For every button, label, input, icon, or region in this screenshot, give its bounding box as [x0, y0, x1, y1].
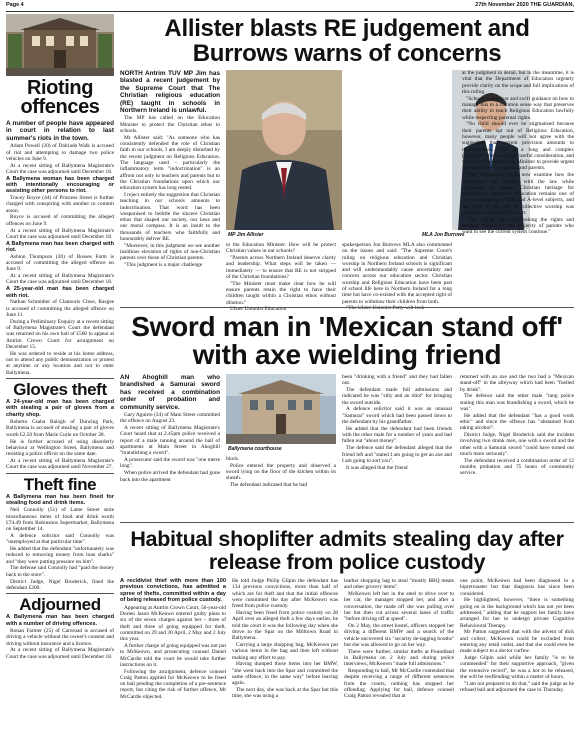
court-briefs-column: [6, 14, 114, 737]
shoplifter-para: leather shopping bag to steal "mostly BBQ meats and other grocery items".: [344, 578, 454, 591]
allister-para: "No child should ever be stigmatised because their parents opt out of Religious Education, however, many people will not agree with the suggestion that current provision amounts to indoctrination. This is a long and complex judgment which requires careful consideration, and we expect the Education Minister to provide urgent interim clarity for schools and parents.: [462, 121, 574, 172]
sword-para: Gary Aguirre (34) of Main Street committed the offence on August 23.: [120, 412, 220, 425]
section-divider: [6, 378, 114, 379]
shoplifter-para: A further charge of going equipped was not put to McKeown, and prosecuting counsel Daniel McCardie told the court he would take further instructions on it.: [120, 642, 226, 668]
section-divider: [6, 593, 114, 594]
sword-para: block.: [226, 456, 240, 462]
adjourned-para: At a recent sitting of Ballymena Magistrate's Court the case was adjourned until December 18.: [6, 647, 114, 660]
allister-para: "This judgment is a major challenge: [124, 262, 203, 269]
shoplifter-headline: Habitual shoplifter admits stealing day after release from police custody: [130, 527, 564, 574]
shoplifter-para: The next day, she was back at the Spar but this time, she was using a: [232, 687, 338, 700]
allister-para: The MP has called on the Education Minister to protect the Christian ethos in schools.: [120, 115, 220, 135]
courthouse-thumbnail-illustration: [6, 14, 114, 76]
allister-para: "This ruling risks overlooking the rights and heritage valued by the majority of parents who want to see the current system continue.": [462, 216, 574, 236]
allister-col-1: [120, 70, 220, 269]
shoplifter-para: Having been freed from police custody on 28 April over an alleged theft a few days earlier, he told the court it was the following day when she drove to the Spar on the Milltown Road in Ballymena.: [232, 609, 338, 642]
sword-para: Police entered the property and observed a sword lying on the floor of the kitchen within its sheath.: [226, 462, 336, 482]
allister-para: to the Education Minister. How will he protect Christian values in our schools?: [226, 242, 336, 255]
shoplifter-para: On 2 May, the street hostel, officers stopped her driving a different BMW and a search of the vehicle uncovered six "security de-tagging booths" but she was allowed to go on her way.: [344, 623, 454, 648]
sword-para: When police arrived the defendant had gone back into the apartment: [120, 470, 220, 483]
sword-para: A prosecutor said the sword was "one metre long".: [120, 457, 220, 470]
rioting-lead: A number of people have appeared in court in relation to last summer's riots in the town.: [6, 120, 114, 142]
sword-para: returned with an axe and the two had a "Mexican stand-off" in the alleyway which had been "fuelled by drink".: [460, 374, 574, 393]
rioting-para: Tracey Boyce (44) of Princess Street is further charged with conspiring with another to commit arson.: [6, 195, 114, 214]
sword-col-4: [460, 374, 574, 477]
shoplifter-col-1: [120, 578, 226, 701]
shoplifter-para: Carrying a large shopping bag, McKeown put various items in the bag and then left without making any effort to pay.: [232, 641, 338, 661]
theft-para: District Judge, Nigel Broderick, fined the defendant £200.: [6, 578, 114, 591]
shoplifter-para: Having dumped those items into her BMW, "she went back into the Spar and committed the same offence, in the same way" before leaving again.: [232, 661, 338, 687]
rioting-para: At a recent sitting of Ballymena Magistrate's Court the case was adjourned until December 18.: [6, 273, 114, 286]
sword-para: The defendant made full admissions and indicated he was "silly and an idiot" for bringing the sword outside.: [342, 387, 452, 406]
shoplifter-para: Responding to bail, Mr McCardie contended that despite receiving a range of different sentences from the courts, nothing has stopped her offending. Applying for bail, defence counsel Craig Patton revealed that at: [344, 668, 454, 700]
shoplifter-para: "I am not prepared to do that," said the judge as he refused bail and adjourned the case to Thursday.: [460, 680, 574, 694]
folio-rule: [6, 11, 574, 12]
theft-para: The defense said Connolly had "paid the money back to the store".: [6, 565, 114, 578]
shoplifter-col-2: [232, 578, 338, 700]
allister-photo-illustration: [226, 70, 342, 230]
rioting-subhead: A 25-year-old man has been charged with riot.: [6, 286, 114, 299]
burrows-photo-caption: MLA Jon Burrows: [422, 232, 465, 238]
rioting-para: Boyce is accused of committing the alleged offences on June 9.: [6, 214, 114, 227]
shoplifter-para: Mr Patton suggested that with the advent of dick and collect, McKeown could be excluded from entering any retail outlet, and that she could even be made subject to a doctor curfew.: [460, 629, 574, 655]
rioting-para: Adam Powell (20) of Dalriada Walk is accused of riot and attempting to damage two police vehicles on June 9.: [6, 143, 114, 162]
section-divider: [120, 522, 574, 523]
shoplifter-para: Appearing at Antrim Crown Court, 56-year-old Dorien Jason McKeown entered guilty pleas to six of the seven charges against her – three of theft and three of going equipped for theft, committed on 29 and 30 April, 2 May and 2 July this year.: [120, 604, 226, 643]
courthouse-photo-caption: Ballymena courthouse: [228, 446, 282, 452]
rioting-subhead: A Ballymena woman has been charged with intentionally encouraging or assisting other persons to riot.: [6, 175, 114, 195]
theft-para: Neil Connolly (51) of Lame Street stole miscellaneous items of food and drink worth £74.49 from Robinsons Supermarket, Ballymena on September 14.: [6, 507, 114, 533]
allister-para: Mr Allister said: "As someone who has consistently defended the role of Christian faith in our schools, I am deeply disturbed by the recent judgment on Religious Education. The language used – particularly the inflammatory term "indoctrination" is an affront not only to teachers and parents but to the Christian foundations upon which our education system has long rested.: [120, 134, 220, 192]
sword-para: The defendant received a combination order of 12 months probation and 75 hours of community service.: [460, 457, 574, 477]
sword-para: He added that the defendant "has a good work ethic" and since the offence has "abstained from taking alcohol".: [460, 412, 574, 432]
theft-para: He added that the defendant "unfortunately was reduced to removing money from loan sharks" and "they were putting pressure on him".: [6, 546, 114, 565]
rioting-subhead: A Ballymena man has been charged with riot.: [6, 240, 114, 253]
theft-story: [6, 494, 114, 592]
rioting-story: [6, 120, 114, 376]
allister-col-3: [342, 242, 452, 312]
sword-headline: Sword man in 'Mexican stand off' with axe wielding friend: [131, 311, 563, 370]
allister-para: "Schools need clear and swift guidance on how to manage this in a common sense way that preserves their ability to teach Religious Education lawfully while respecting parental rights.: [462, 95, 574, 121]
sword-para: A recent sitting of Ballymena Magistrate's Court heard that at 2.45pm police received a report of a male running around the hall of apartments at Main Street in Ahoghill "brandishing a sword".: [120, 425, 220, 457]
allister-para: "Moreover, in this judgment we see another insidious elevation of rights of non-Christian parents over those of Christian parents.: [120, 242, 220, 262]
theft-lead: A Ballymena man has been fined for stealing food and drink items.: [6, 493, 114, 506]
adjourned-story: [6, 614, 114, 660]
gloves-headline: Gloves theft: [13, 379, 107, 399]
allister-para: I reject entirely the suggestion that Christian teaching in our schools amounts to indoctrination. That word has been weaponised to belittle the sincere Christian ethos that shaped our society, our laws and our moral compass. It is an insult to the thousands of teachers who faithfully and honourably deliver RE.: [120, 192, 220, 243]
shoplifter-col-4: [460, 578, 574, 694]
sword-para: The defence said the defendant alleged that the friend left and "stated I am going to get an axe and I am going to sort you".: [342, 445, 452, 464]
shoplifter-para: Following the arraignment, defence counsel Craig Patton applied for McKeown to be freed on bail pending the completion of a pre-sentence report, but citing the risk of further offence, Mr McCardie objected.: [120, 668, 226, 700]
sword-para: A defence solicitor said it was an unusual "Samurai" sword which had been passed down to the defendant by his grandfather.: [342, 406, 452, 426]
allister-col-4-body: [462, 70, 574, 236]
page-number: Page 4: [6, 2, 24, 8]
section-divider: [6, 473, 114, 474]
sword-col-2: [226, 456, 336, 489]
allister-para: "The Minister must make clear how he will ensure parents retain the right to have their children taught within a Christian ethos without dilution.": [226, 280, 336, 306]
gloves-para: Roberto Csaba Balogh of Dunclug Park, Ballymena is accused of stealing a pair of gloves worth £2.50 from Marie Curie on October 28.: [6, 419, 114, 438]
shoplifter-para: He highlighted, however, "there is something going on in the background which has not yet been addressed," adding that he support her family have arranged for her to undergo private Cognitive Behavioural Therapy.: [460, 597, 574, 629]
gloves-lead: A 24-year-old man has been charged with stealing a pair of gloves from a charity shop.: [6, 398, 114, 418]
sword-para: He added that the defendant had been friends with the other male for a number of years and had fallen out "about money".: [342, 425, 452, 445]
shoplifter-para: Judge Gilpin said while her family "is to be commended" for their supportive approach, "given the extensive record", he was a hot to be released, she will be reoffending within a matter of hours.: [460, 655, 574, 680]
date-and-masthead: 27th November 2020 THE GUARDIAN,: [475, 2, 574, 8]
adjourned-headline: Adjourned: [19, 595, 101, 615]
rioting-para: He was ordered to reside at his home address, not to attend any public demonstration or protest at anytime or any location and not to enter Ballymena.: [6, 350, 114, 376]
sword-para: District Judge, Nigel Broderick said the incident involving two drunk men, one with a sword and the other with a Samurai sword "could have turned out much more seriously".: [460, 432, 574, 458]
rioting-para: Nathan Schmidter of Clannoris Close, Rasgee is accused of committing the alleged offence on June 11.: [6, 299, 114, 318]
theft-para: A defence solicitor said Connolly was "unemployed at that particular time".: [6, 533, 114, 546]
sword-col-1: [120, 374, 220, 483]
allister-para: at the judgment in detail, but in the meantime, it is vital that the Department of Education urgently provide clarity on the scope and full implications of this ruling.: [462, 70, 574, 95]
rioting-headline: Rioting offences: [20, 77, 100, 118]
allister-photo-caption: MP Jim Allister: [228, 232, 264, 238]
shoplifter-para: He told Judge Philip Gilpin the defendant has 134 previous convictions, more than half of which are for theft and that the initial offences were committed the day after McKeown was freed from police custody.: [232, 578, 338, 610]
rioting-para: At a recent sitting of Ballymena Magistrate's Court the case was adjourned until December 18.: [6, 162, 114, 175]
adjourned-lead: A Ballymena man has been charged with a number of driving offences.: [6, 614, 114, 627]
sword-para: The defendant indicated that he had: [230, 482, 308, 489]
sword-para: been "drinking with a friend" and they had fallen out.: [342, 374, 452, 387]
section-divider: [120, 307, 574, 308]
adjourned-para: Ronan Farmer (25) of Carnroad is accused of driving a vehicle without the owner's consent and driving without insurance and a licence.: [6, 627, 114, 647]
sword-para: The defence said the other male "rang police stating this man was brandishing a sword, which he was".: [460, 393, 574, 412]
shoplifter-para: one point, McKeown had been diagnosed in a hipretroaster but that diagnosis has since been considered.: [460, 578, 574, 597]
allister-para: "Parents across Northern Ireland deserve clarity and leadership. What steps will be taken — immediately — to ensure that RE is not stripped of the Christian foundations?: [226, 255, 336, 280]
gloves-para: At a recent sitting of Ballymena Magistrate's Court the case was adjourned until November 27.: [6, 457, 114, 471]
allister-para: "The Ulster Unionist Party will look: [346, 305, 425, 312]
courthouse-photo: [226, 374, 336, 444]
theft-headline: Theft fine: [23, 474, 97, 494]
sword-lead: AN Ahoghill man who brandished a Samurai sword has received a combination order of probation and community service.: [120, 374, 220, 411]
allister-col-2: [226, 242, 336, 313]
sword-para: It was alleged that the friend: [346, 464, 408, 471]
sword-col-3: [342, 374, 452, 471]
courthouse-thumbnail-photo: [6, 14, 114, 76]
allister-para: "The Department must now examine how the curriculum can comply with the law while continuing to respect Christian heritage for generations. Religious Education remains one of the most popular GCSE and A-level subjects, and the right to opt out of collective worship was previously addressed in court.: [462, 172, 574, 217]
allister-lead: NORTH Antrim TUV MP Jim has blasted a recent judgement by the Supreme Court that The Christian religious education (RE) taught in schools in Northern Ireland is unlawful.: [120, 70, 220, 115]
rioting-para: Ashton Thompson (20) of Rosses Farm is accused of committing the alleged offence on June 9.: [6, 253, 114, 273]
gloves-story: [6, 399, 114, 471]
allister-headline: Allister blasts RE judgement and Burrows warns of concerns: [164, 15, 530, 67]
allister-para: spokesperson Jon Burrows MLA also commented on the issues and said: "The Supreme Court's ruling on religious education and Christian worship in Northern Ireland schools is significant and will understandably cause uncertainty and concern across our education sector. Christian worship and Religious Education have been part of school life here in Northern Ireland for a long time but have co-existed with the accepted right of parents to withdraw their children from both.: [342, 242, 452, 305]
allister-photo: [226, 70, 342, 230]
courthouse-photo-illustration: [226, 374, 336, 444]
shoplifter-lead: A recidivist thief with more than 100 previous convictions, has admitted a spree of thefts, committed within a day of being released from police custody.: [120, 578, 226, 604]
shoplifter-para: McKeown left her in the steel to drive over to her car, the manager stopped her, and after a conversation, the made off she was pulling over her but then cut across several lanes of traffic "before driving off at speed".: [344, 591, 454, 623]
shoplifter-col-3: [344, 578, 454, 700]
shoplifter-para: There were further, similar thefts at Poundland in Ballymena on 2 July and during police interviews, McKeown "made full admissions.": [344, 648, 454, 668]
rioting-para: During a Preliminary Enquiry at a recent sitting of Ballymena Magistrate's Court the defendant was returned on his own bail of £500 to appear at Antrim Crown Court for arraignment on December 15.: [6, 318, 114, 350]
gloves-para: He is further accused of using disorderly behaviour at Wellington Street, Ballymena and resisting a police officer on the same date.: [6, 438, 114, 458]
allister-para: Ulster Unionist Education: [230, 306, 287, 313]
rioting-para: At a recent sitting of Ballymena Magistrate's Court the case was adjourned until December 18.: [6, 227, 114, 240]
